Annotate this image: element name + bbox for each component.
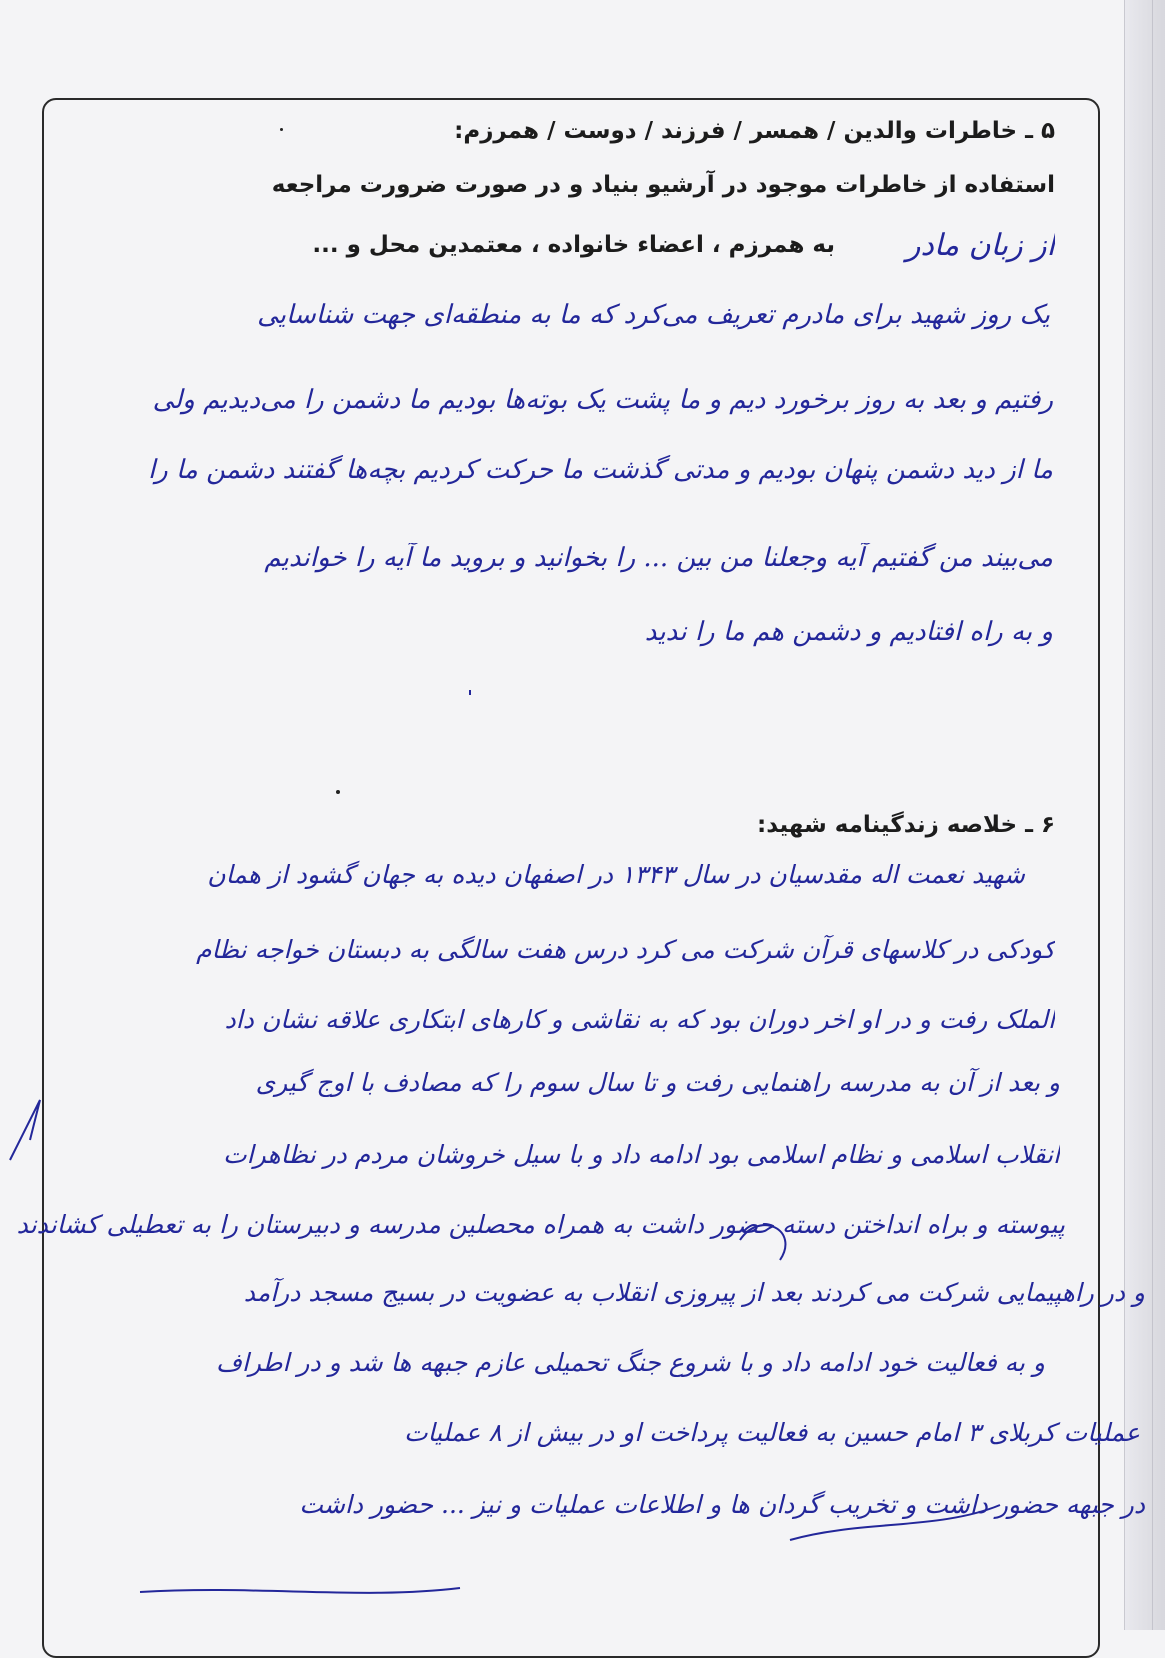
memoir-line-2: رفتیم و بعد به روز برخورد دیم و ما پشت یک بوته‌ها بودیم ما دشمن را می‌دیدیم ولی <box>152 385 1053 415</box>
section5-instruction-1: استفاده از خاطرات موجود در آرشیو بنیاد و در صورت ضرورت مراجعه <box>271 172 1055 198</box>
ink-dot <box>280 128 283 131</box>
next-page-edge <box>1124 0 1165 1630</box>
biography-line-8: و به فعالیت خود ادامه داد و با شروع جنگ تحمیلی عازم جبهه ها شد و در اطراف <box>215 1348 1045 1377</box>
biography-line-4: و بعد از آن به مدرسه راهنمایی رفت و تا سال سوم را که مصادف با اوج گیری <box>255 1068 1060 1097</box>
section6-heading: ۶ ـ خلاصه زندگینامه شهید: <box>757 812 1055 838</box>
source-note-handwritten: از زبان مادر <box>906 228 1055 263</box>
memoir-line-4: می‌بیند من گفتیم آیه وجعلنا من بین ... را بخوانید و بروید ما آیه را خواندیم <box>264 543 1053 573</box>
memoir-line-5: و به راه افتادیم و دشمن هم ما را ندید <box>644 617 1053 647</box>
memoir-line-3: ما از دید دشمن پنهان بودیم و مدتی گذشت ما حرکت کردیم بچه‌ها گفتند دشمن ما را <box>147 455 1053 485</box>
biography-line-2: کودکی در کلاسهای قرآن شرکت می کرد درس هفت سالگی به دبستان خواجه نظام <box>196 935 1055 964</box>
memoir-line-1: یک روز شهید برای مادرم تعریف می‌کرد که ما به منطقه‌ای جهت شناسایی <box>257 300 1050 330</box>
biography-line-1: شهید نعمت اله مقدسیان در سال ۱۳۴۳ در اصفهان دیده به جهان گشود از همان <box>207 860 1025 889</box>
section5-heading: ۵ ـ خاطرات والدین / همسر / فرزند / دوست / همرزم: <box>454 118 1055 144</box>
biography-line-7: و در راهپیمایی شرکت می کردند بعد از پیروزی انقلاب به عضویت در بسیج مسجد درآمد <box>243 1278 1145 1307</box>
biography-line-9: عملیات کربلای ۳ امام حسین به فعالیت پرداخت او در بیش از ۸ عملیات <box>404 1418 1140 1447</box>
biography-line-3: الملک رفت و در او اخر دوران بود که به نقاشی و کارهای ابتکاری علاقه نشان داد <box>224 1005 1055 1034</box>
biography-line-10: در جبهه حضور داشت و تخریب گردان ها و اطلاعات عملیات و نیز ... حضور داشت <box>299 1490 1145 1519</box>
page-edge-line <box>1152 0 1153 1630</box>
biography-line-5: انقلاب اسلامی و نظام اسلامی بود ادامه داد و با سیل خروشان مردم در نظاهرات <box>223 1140 1060 1169</box>
biography-line-6: پیوسته و براه انداختن دسته حضور داشت به همراه محصلین مدرسه و دبیرستان را به تعطیلی کشاندند <box>16 1210 1065 1239</box>
ink-dot <box>336 790 340 794</box>
section5-instruction-2: به همرزم ، اعضاء خانواده ، معتمدین محل و ... <box>312 232 835 258</box>
